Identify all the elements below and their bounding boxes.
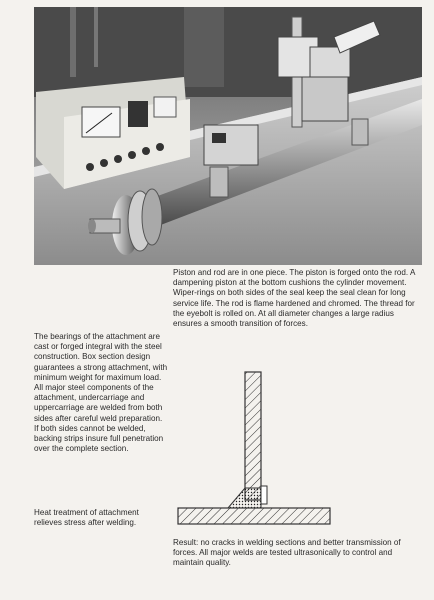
horizontal-plate — [178, 508, 330, 524]
bearings-text-block — [34, 332, 170, 454]
weld-cross-section-diagram — [172, 362, 340, 530]
result-paragraph: Result: no cracks in welding sections and better transmission of forces. All major welds are tested ultrasonically to control and maintain quality. — [173, 538, 401, 568]
backing-strip — [261, 486, 267, 504]
bearings-paragraph: The bearings of the attachment are cast or forged integral with the steel construction. Box section design guarantees a strong attachment, with minimum weight for maximum load. — [34, 332, 168, 382]
vertical-plate — [245, 372, 261, 500]
backing-strips-paragraph: If both sides cannot be welded, backing strips insure full penetration over the complete section. — [34, 423, 164, 454]
welding-paragraph: All major steel components of the attachment, undercarriage and uppercarriage are welded from both sides after careful weld preparation. — [34, 383, 163, 423]
heat-treatment-paragraph: Heat treatment of attachment relieves stress after welding. — [34, 508, 139, 528]
test-rig-photo — [34, 7, 422, 265]
weld-bead — [228, 488, 261, 508]
piston-rod-paragraph: Piston and rod are in one piece. The piston is forged onto the rod. A dampening piston at the bottom cushions the cylinder movement. Wiper-rings on both sides of the seal keep the seal clean for long service life. The rod is flame hardened and chromed. The thread for the eyebolt is rolled on. At all diameter changes a large radius ensures a smooth transition of forces. — [173, 268, 415, 329]
